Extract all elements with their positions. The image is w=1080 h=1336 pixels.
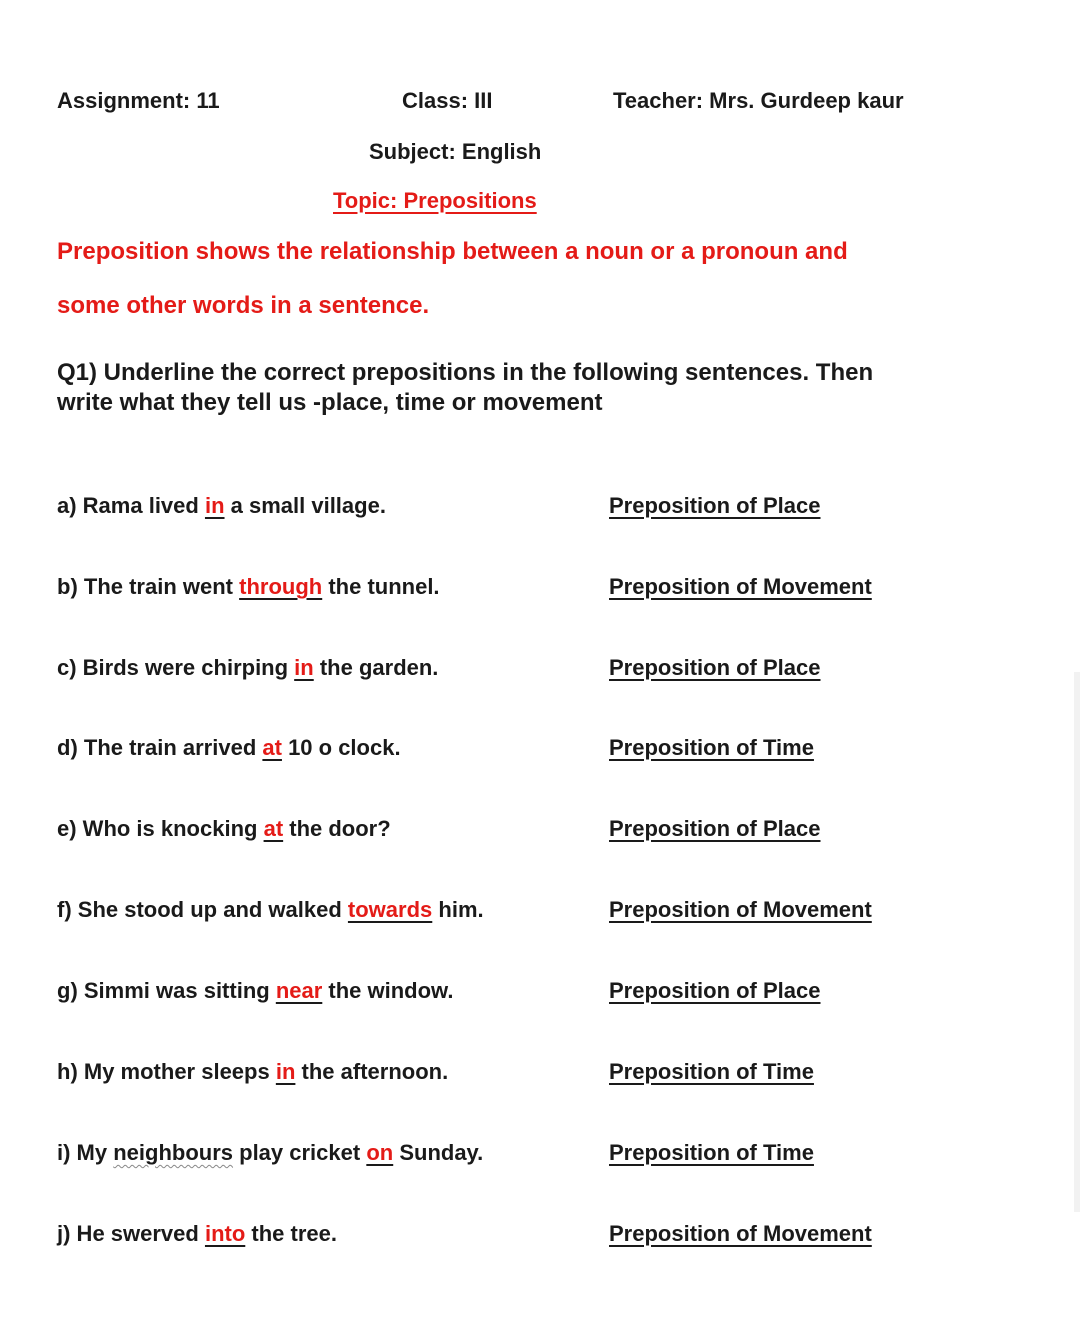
sentence-text: the afternoon. — [295, 1059, 449, 1084]
sentence-text: d) The train arrived — [57, 735, 263, 760]
teacher-label: Teacher: Mrs. Gurdeep kaur — [613, 88, 904, 113]
preposition: at — [262, 735, 282, 760]
preposition: through — [239, 574, 323, 599]
sentence-text: c) Birds were chirping — [57, 655, 295, 680]
sentence-c — [57, 655, 438, 681]
answer-a: Preposition of Place — [609, 493, 821, 518]
sentence-e — [57, 816, 391, 842]
sentence-text: e) Who is knocking — [57, 816, 264, 841]
topic-title: Topic: Prepositions — [333, 188, 537, 213]
sentence-text: the window. — [322, 978, 454, 1003]
sentence-b — [57, 574, 440, 600]
sentence-text: 10 o clock. — [281, 735, 401, 760]
definition-line-1: Preposition shows the relationship between a noun or a pronoun and — [57, 238, 848, 265]
answer-h: Preposition of Time — [609, 1059, 814, 1084]
sentence-text: the tree. — [245, 1221, 337, 1246]
assignment-label: Assignment: 11 — [57, 88, 220, 113]
preposition: in — [275, 1059, 296, 1084]
sentence-text: a) Rama lived — [57, 493, 205, 518]
preposition: in — [204, 493, 225, 518]
preposition: at — [263, 816, 284, 841]
preposition: near — [275, 978, 323, 1003]
sentence-d — [57, 735, 401, 761]
answer-e: Preposition of Place — [609, 816, 821, 841]
answer-j: Preposition of Movement — [609, 1221, 872, 1246]
sentence-text: h) My mother sleeps — [57, 1059, 276, 1084]
sentence-text: a small village. — [224, 493, 386, 518]
sentence-text: the garden. — [313, 655, 439, 680]
sentence-j — [57, 1221, 337, 1247]
answer-d: Preposition of Time — [609, 735, 814, 760]
answer-i: Preposition of Time — [609, 1140, 814, 1165]
answer-c: Preposition of Place — [609, 655, 821, 680]
sentence-g — [57, 978, 453, 1004]
spellcheck-word: neighbours — [113, 1140, 234, 1165]
definition-line-2: some other words in a sentence. — [57, 292, 430, 319]
sentence-text: f) She stood up and walked — [57, 897, 348, 922]
answer-f: Preposition of Movement — [609, 897, 872, 922]
preposition: towards — [347, 897, 433, 922]
sentence-text: i) My — [57, 1140, 114, 1165]
question-line-2: write what they tell us -place, time or movement — [57, 389, 603, 416]
sentence-h — [57, 1059, 448, 1085]
subject-label: Subject: English — [369, 139, 542, 164]
preposition: in — [294, 655, 314, 680]
answer-b: Preposition of Movement — [609, 574, 872, 599]
page-edge-shadow — [1074, 672, 1080, 1212]
question-text — [57, 358, 873, 418]
sentence-text: play cricket — [233, 1140, 367, 1165]
class-label: Class: III — [402, 88, 493, 113]
sentence-text: g) Simmi was sitting — [57, 978, 276, 1003]
sentence-text: him. — [432, 897, 484, 922]
sentence-f — [57, 897, 484, 923]
sentence-text: the door? — [283, 816, 391, 841]
sentence-text: j) He swerved — [57, 1221, 205, 1246]
sentence-text: the tunnel. — [322, 574, 440, 599]
preposition: on — [366, 1140, 394, 1165]
sentence-text: b) The train went — [57, 574, 240, 599]
sentence-i — [57, 1140, 483, 1166]
question-line-1: Q1) Underline the correct prepositions in the following sentences. Then — [57, 359, 874, 386]
preposition: into — [204, 1221, 246, 1246]
sentence-text: Sunday. — [393, 1140, 484, 1165]
answer-g: Preposition of Place — [609, 978, 821, 1003]
sentence-a — [57, 493, 386, 519]
